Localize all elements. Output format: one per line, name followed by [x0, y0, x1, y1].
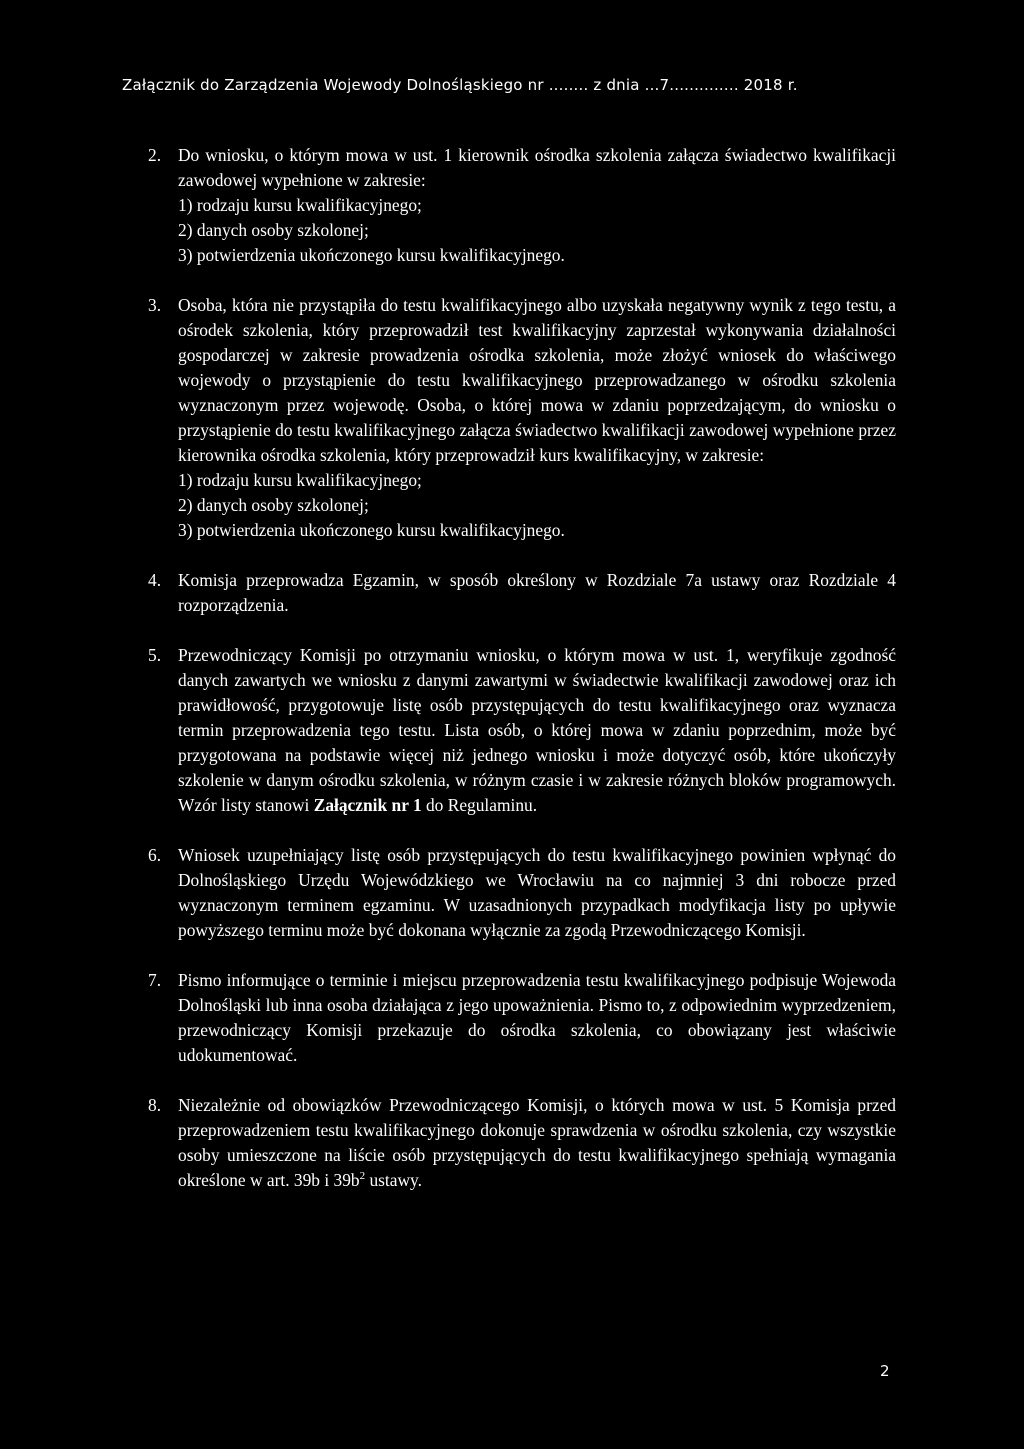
annex-reference: Załącznik nr 1 — [313, 795, 422, 815]
paragraph-5 — [148, 643, 896, 818]
paragraph-number: 5. — [148, 645, 162, 665]
list-item: 2) danych osoby szkolonej; — [178, 220, 369, 240]
paragraph-number: 7. — [148, 970, 162, 990]
paragraph-text-part: do Regulaminu. — [421, 795, 538, 815]
paragraph-number: 4. — [148, 570, 162, 590]
paragraph-text-part: Przewodniczący Komisji po otrzymaniu wniosku, o którym mowa w ust. 1, weryfikuje zgodność danych zawartych we wniosku z danymi zawartymi w świadectwie kwalifikacji zawodowej oraz ich prawidłowość, przygotowuje listę osób przystępujących do testu kwalifikacyjnego oraz wyznacza termin przeprowadzenia tego testu. Lista osób, o której mowa w zdaniu poprzednim, może być przygotowana na podstawie więcej niż jednego wniosku i może dotyczyć osób, które ukończyły szkolenie w danym ośrodku szkolenia, w różnym czasie i w zakresie różnych bloków programowych. Wzór listy stanowi — [178, 645, 896, 815]
paragraph-text: Do wniosku, o którym mowa w ust. 1 kierownik ośrodka szkolenia załącza świadectwo kwalifikacji zawodowej wypełnione w zakresie: — [178, 145, 896, 190]
list-item: 3) potwierdzenia ukończonego kursu kwalifikacyjnego. — [178, 245, 565, 265]
paragraph-number: 8. — [148, 1095, 162, 1115]
paragraph-text: Komisja przeprowadza Egzamin, w sposób określony w Rozdziale 7a ustawy oraz Rozdziale 4 rozporządzenia. — [178, 570, 896, 615]
paragraph-text — [178, 1093, 896, 1193]
paragraph-text: Pismo informujące o terminie i miejscu przeprowadzenia testu kwalifikacyjnego podpisuje Wojewoda Dolnośląski lub inna osoba działająca z jego upoważnienia. Pismo to, z odpowiednim wyprzedzeniem, przewodniczący Komisji przekazuje do ośrodka szkolenia, co obowiązany jest właściwie udokumentować. — [178, 970, 896, 1065]
paragraph-2 — [148, 143, 896, 268]
superscript: 2 — [359, 1170, 366, 1183]
list-item: 2) danych osoby szkolonej; — [178, 495, 369, 515]
paragraph-4 — [148, 568, 896, 618]
header-text: Załącznik do Zarządzenia Wojewody Dolnośląskiego nr ........ z dnia ...7.............. 2018 r. — [122, 76, 798, 94]
paragraph-text-part: Niezależnie od obowiązków Przewodniczącego Komisji, o których mowa w ust. 5 Komisja przed przeprowadzeniem testu kwalifikacyjnego dokonuje sprawdzenia w ośrodku szkolenia, czy wszystkie osoby umieszczone na liście osób przystępujących do testu kwalifikacyjnego spełniają wymagania określone w art. 39b i 39b — [178, 1095, 896, 1190]
list-item: 3) potwierdzenia ukończonego kursu kwalifikacyjnego. — [178, 520, 565, 540]
paragraph-number: 6. — [148, 845, 162, 865]
list-item: 1) rodzaju kursu kwalifikacyjnego; — [178, 470, 422, 490]
paragraph-number: 2. — [148, 145, 162, 165]
page-number: 2 — [880, 1362, 890, 1380]
list-item: 1) rodzaju kursu kwalifikacyjnego; — [178, 195, 422, 215]
paragraph-3 — [148, 293, 896, 543]
document-header — [122, 76, 822, 94]
paragraph-number: 3. — [148, 295, 162, 315]
paragraph-7 — [148, 968, 896, 1068]
paragraph-text: Osoba, która nie przystąpiła do testu kwalifikacyjnego albo uzyskała negatywny wynik z tego testu, a ośrodek szkolenia, który przeprowadził test kwalifikacyjny zaprzestał wykonywania działalności gospodarczej w zakresie prowadzenia ośrodka szkolenia, może złożyć wniosek do właściwego wojewody o przystąpienie do testu kwalifikacyjnego przeprowadzanego w ośrodku szkolenia wyznaczonym przez wojewodę. Osoba, o której mowa w zdaniu poprzedzającym, do wniosku o przystąpienie do testu kwalifikacyjnego załącza świadectwo kwalifikacji zawodowej wypełnione przez kierownika ośrodka szkolenia, który przeprowadził kurs kwalifikacyjny, w zakresie: — [178, 295, 896, 465]
paragraph-text — [178, 643, 896, 818]
paragraph-text-part: ustawy. — [365, 1170, 422, 1190]
paragraph-6 — [148, 843, 896, 943]
document-body — [148, 143, 896, 1218]
paragraph-text: Wniosek uzupełniający listę osób przystępujących do testu kwalifikacyjnego powinien wpłynąć do Dolnośląskiego Urzędu Wojewódzkiego we Wrocławiu na co najmniej 3 dni robocze przed wyznaczonym terminem egzaminu. W uzasadnionych przypadkach modyfikacja listy po upływie powyższego terminu może być dokonana wyłącznie za zgodą Przewodniczącego Komisji. — [178, 845, 896, 940]
paragraph-8 — [148, 1093, 896, 1193]
